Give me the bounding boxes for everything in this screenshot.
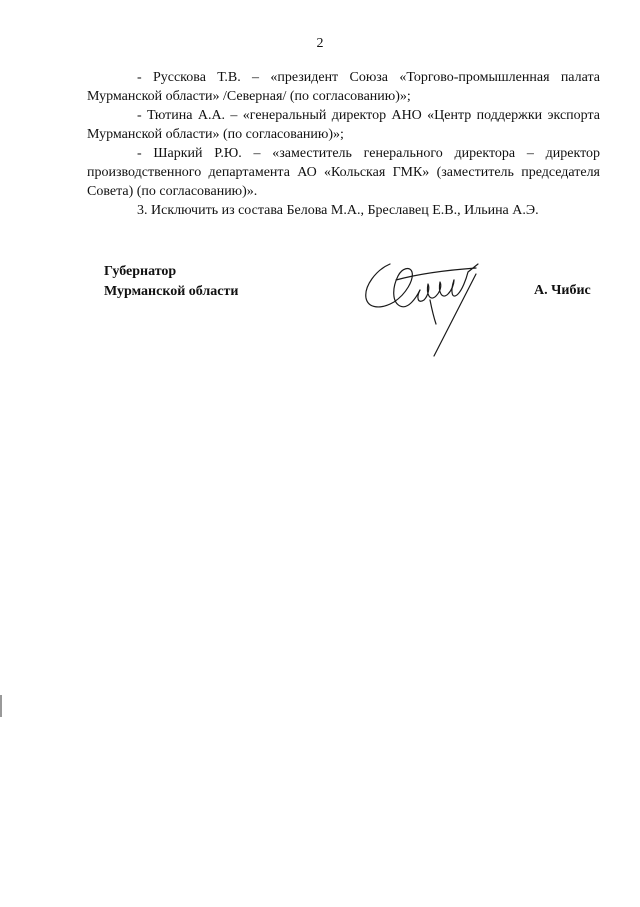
signatory-name: А. Чибис	[534, 283, 591, 298]
page-number: 2	[316, 36, 324, 51]
handwritten-signature	[358, 250, 498, 365]
signatory-title-line1: Губернатор	[104, 264, 177, 279]
paragraph-sharkiy: - Шаркий Р.Ю. – «заместитель генерального директора – директор производственного департамента АО «Кольская ГМК» (заместитель председателя Совета) (по согласованию)».	[87, 146, 600, 199]
paragraph-exclusion: 3. Исключить из состава Белова М.А., Бреславец Е.В., Ильина А.Э.	[137, 203, 539, 218]
signatory-title-line2: Мурманской области	[104, 284, 239, 299]
paragraph-russkova: - Русскова Т.В. – «президент Союза «Торгово-промышленная палата Мурманской области» /Северная/ (по согласованию)»;	[87, 70, 600, 104]
scan-edge-mark	[0, 695, 2, 717]
body-text	[87, 68, 600, 220]
paragraph-tyutina: - Тютина А.А. – «генеральный директор АНО «Центр поддержки экспорта Мурманской области» (по согласованию)»;	[87, 108, 600, 142]
signatory-title	[104, 262, 238, 302]
